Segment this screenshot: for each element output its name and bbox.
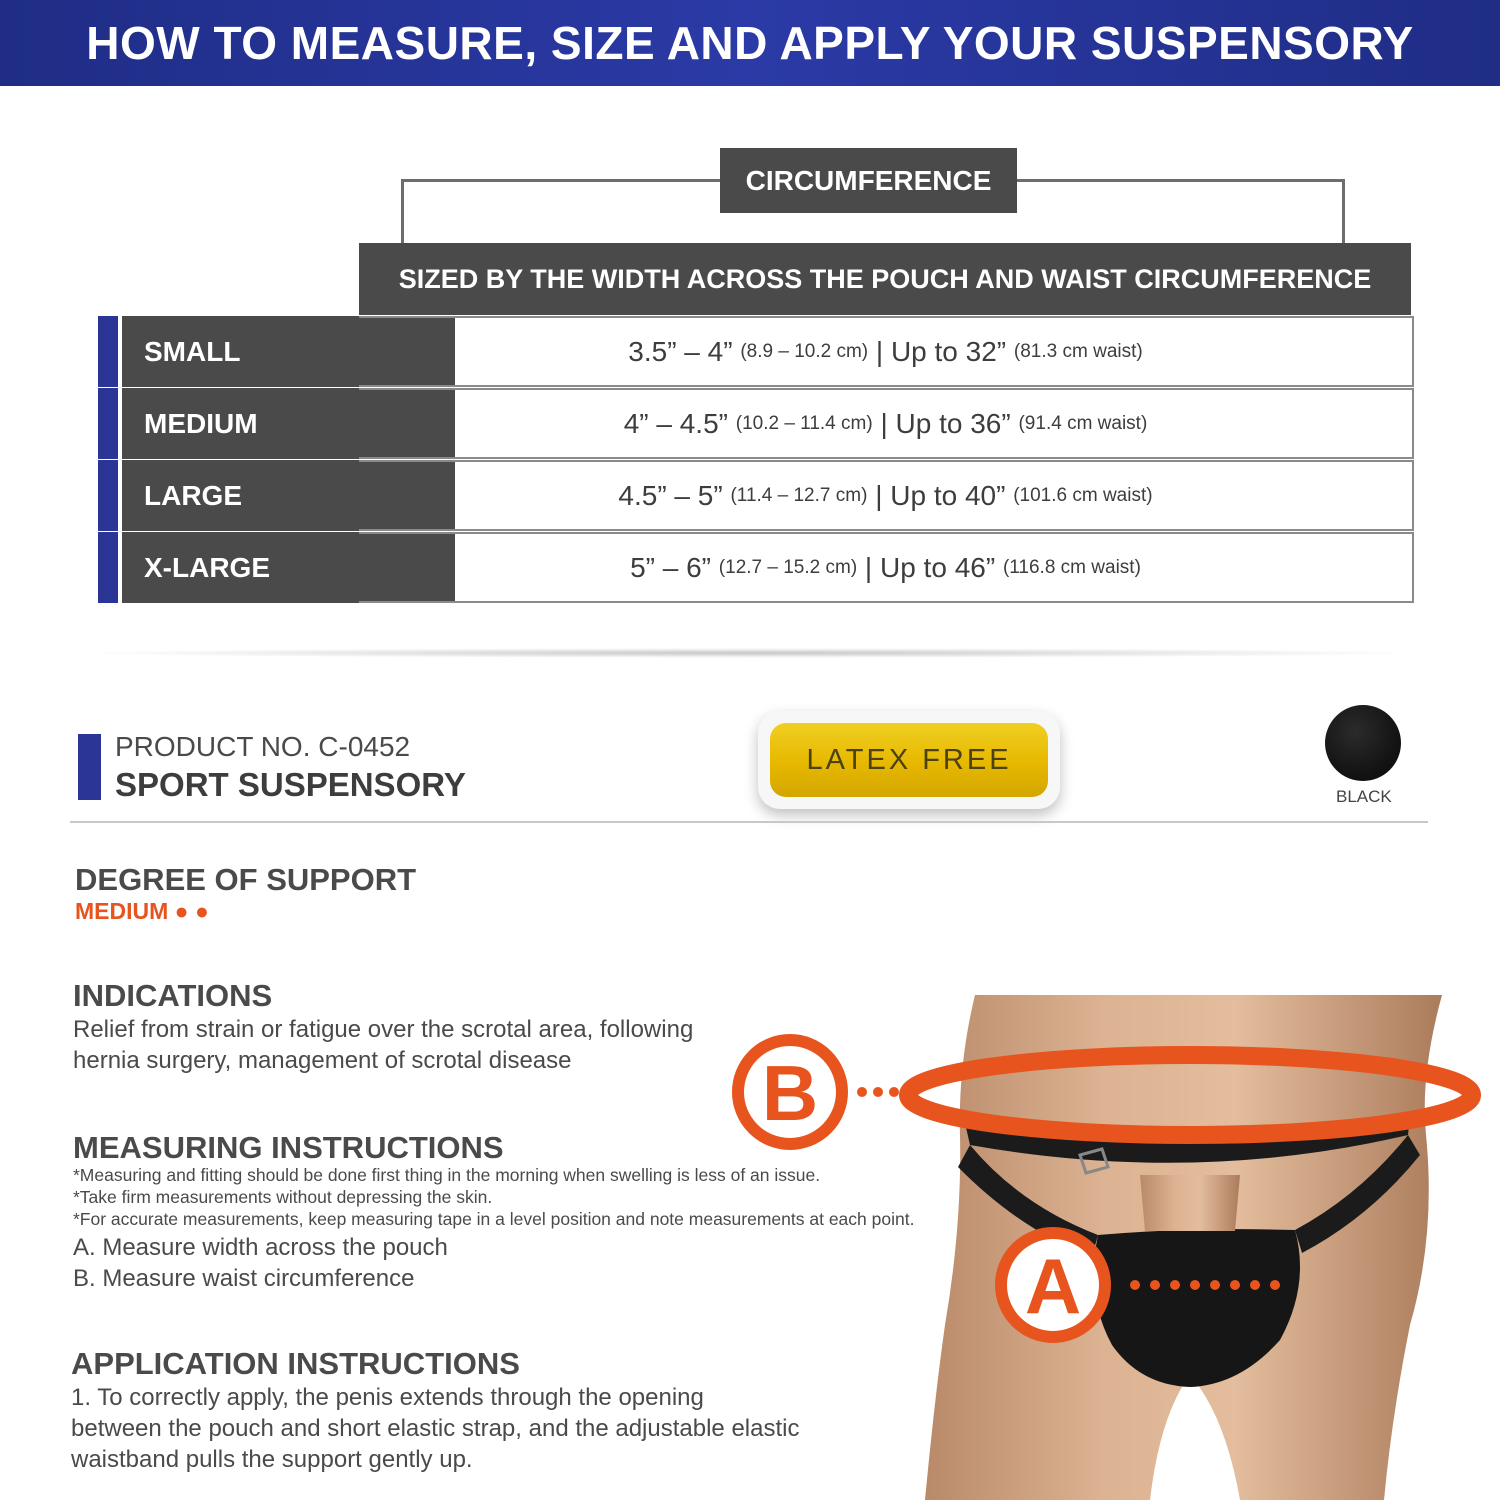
- pouch-width-cm: (11.4 – 12.7 cm): [730, 484, 868, 506]
- measuring-steps: [73, 1232, 448, 1294]
- waist-size-cm: (116.8 cm waist): [1002, 556, 1141, 578]
- waist-size-cm: (101.6 cm waist): [1013, 484, 1153, 506]
- measuring-note: *Take firm measurements without depressing the skin.: [73, 1187, 493, 1207]
- indications-text: [73, 1014, 693, 1076]
- suspensory-fitting-illustration: [720, 995, 1500, 1500]
- pouch-width: 4” – 4.5”: [623, 407, 728, 439]
- size-row-medium: [98, 388, 1414, 459]
- measuring-note: *Measuring and fitting should be done first thing in the morning when swelling is less of an issue.: [73, 1165, 821, 1185]
- size-row-small: [98, 316, 1414, 387]
- size-label: X-LARGE: [122, 532, 455, 603]
- page-banner: [0, 0, 1500, 86]
- dot-a-8: [1270, 1280, 1280, 1290]
- marker-b-label: B: [761, 1049, 819, 1137]
- size-chart-header: SIZED BY THE WIDTH ACROSS THE POUCH AND WAIST CIRCUMFERENCE: [359, 243, 1411, 315]
- waist-size: Up to 32”: [890, 335, 1007, 367]
- circumference-label: CIRCUMFERENCE: [720, 148, 1017, 213]
- waist-size: Up to 36”: [895, 407, 1011, 439]
- waist-size-cm: (81.3 cm waist): [1013, 340, 1143, 362]
- pouch-width-cm: (12.7 – 15.2 cm): [718, 556, 858, 578]
- pouch-width-cm: (10.2 – 11.4 cm): [735, 412, 873, 434]
- latex-free-badge: [758, 711, 1060, 809]
- section-divider: [70, 648, 1430, 658]
- dot-a-4: [1190, 1280, 1200, 1290]
- separator: |: [864, 551, 873, 583]
- application-line: waistband pulls the support gently up.: [71, 1446, 473, 1473]
- row-accent: [98, 460, 118, 531]
- application-heading: APPLICATION INSTRUCTIONS: [71, 1346, 520, 1381]
- size-measurements: [359, 460, 1414, 531]
- dot-a-2: [1150, 1280, 1160, 1290]
- measuring-step-a: A. Measure width across the pouch: [73, 1234, 448, 1261]
- dot-b-2: [873, 1087, 883, 1097]
- pouch-width: 4.5” – 5”: [618, 479, 723, 511]
- size-measurements: [359, 532, 1414, 603]
- support-heading: DEGREE OF SUPPORT: [75, 862, 417, 897]
- product-accent-bar: [78, 734, 101, 800]
- latex-free-label: LATEX FREE: [770, 723, 1048, 797]
- marker-a-label: A: [1024, 1242, 1082, 1330]
- measuring-heading: MEASURING INSTRUCTIONS: [73, 1130, 504, 1165]
- separator: |: [875, 479, 883, 511]
- color-swatch-label: BLACK: [1336, 787, 1392, 806]
- pouch-width: 5” – 6”: [630, 551, 712, 583]
- product-name: SPORT SUSPENSORY: [115, 766, 466, 803]
- size-measurements: [359, 316, 1414, 387]
- waist-size-cm: (91.4 cm waist): [1018, 412, 1148, 434]
- support-level: MEDIUM ● ●: [75, 898, 209, 924]
- application-line: between the pouch and short elastic strap, and the adjustable elastic: [71, 1415, 800, 1442]
- dot-a-1: [1130, 1280, 1140, 1290]
- size-label: LARGE: [122, 460, 455, 531]
- application-line: 1. To correctly apply, the penis extends through the opening: [71, 1384, 704, 1411]
- row-accent: [98, 532, 118, 603]
- product-divider: [70, 821, 1428, 823]
- waist-size: Up to 46”: [879, 551, 996, 583]
- dot-b-1: [857, 1087, 867, 1097]
- size-row-x-large: [98, 532, 1414, 603]
- row-accent: [98, 388, 118, 459]
- separator: |: [875, 335, 884, 367]
- product-number: PRODUCT NO. C-0452: [115, 731, 411, 762]
- dot-a-7: [1250, 1280, 1260, 1290]
- dot-a-5: [1210, 1280, 1220, 1290]
- indications-line: hernia surgery, management of scrotal disease: [73, 1047, 572, 1074]
- color-swatch-black: [1325, 705, 1401, 781]
- separator: |: [880, 407, 888, 439]
- pouch-width-cm: (8.9 – 10.2 cm): [740, 340, 869, 362]
- indications-line: Relief from strain or fatigue over the scrotal area, following: [73, 1016, 694, 1043]
- row-accent: [98, 316, 118, 387]
- application-text: [71, 1382, 799, 1475]
- size-label: SMALL: [122, 316, 455, 387]
- pouch-opening: [1140, 1175, 1240, 1231]
- measuring-note: *For accurate measurements, keep measuring tape in a level position and note measurements at each point.: [73, 1209, 915, 1229]
- size-measurements: [359, 388, 1414, 459]
- pouch-width: 3.5” – 4”: [628, 335, 733, 367]
- page-title: HOW TO MEASURE, SIZE AND APPLY YOUR SUSPENSORY: [86, 17, 1414, 69]
- size-label: MEDIUM: [122, 388, 455, 459]
- dot-a-3: [1170, 1280, 1180, 1290]
- size-row-large: [98, 460, 1414, 531]
- waist-size: Up to 40”: [890, 479, 1006, 511]
- indications-heading: INDICATIONS: [73, 978, 273, 1013]
- dot-a-6: [1230, 1280, 1240, 1290]
- measuring-step-b: B. Measure waist circumference: [73, 1265, 415, 1292]
- dot-b-3: [889, 1087, 899, 1097]
